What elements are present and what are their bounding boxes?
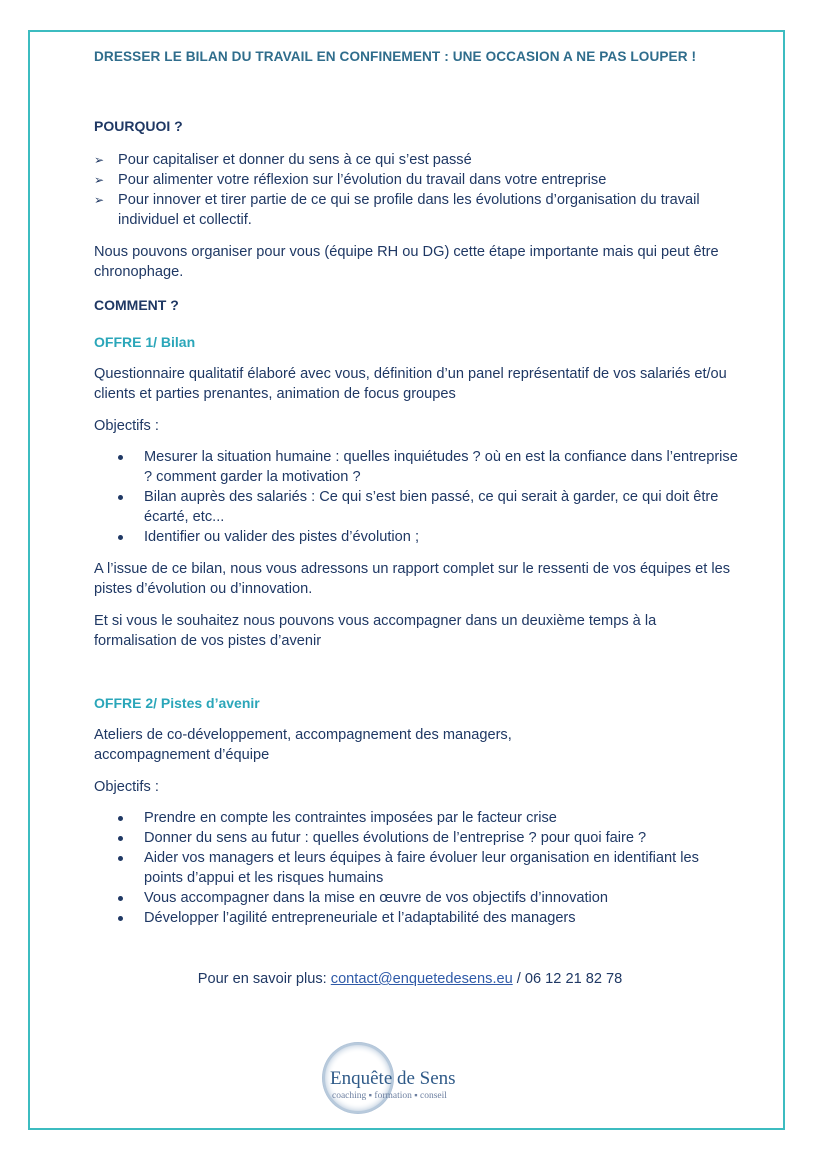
arrow-bullet-icon: ➢ [94,153,105,167]
page-title: DRESSER LE BILAN DU TRAVAIL EN CONFINEMENT : UNE OCCASION A NE PAS LOUPER ! [94,49,697,64]
list-item: Prendre en compte les contraintes imposées par le facteur crise [118,808,738,828]
list-item: Vous accompagner dans la mise en œuvre de vos objectifs d’innovation [118,888,738,908]
bullet-icon [118,836,123,841]
contact-line: Pour en savoir plus: contact@enquetedesens.eu / 06 12 21 82 78 [197,971,623,987]
bullet-icon [118,896,123,901]
logo-tagline: coaching ▪ formation ▪ conseil [332,1091,447,1101]
bullet-icon [118,856,123,861]
list-item: Aider vos managers et leurs équipes à faire évoluer leur organisation en identifiant les points d’appui et les risques humains [118,848,738,888]
offer-1-paragraph-2: Et si vous le souhaitez nous pouvons vous accompagner dans un deuxième temps à la formalisation de vos pistes d’avenir [94,613,657,649]
pourquoi-paragraph: Nous pouvons organiser pour vous (équipe RH ou DG) cette étape importante mais qui peut être chronophage. [94,244,719,280]
list-item: Mesurer la situation humaine : quelles inquiétudes ? où en est la confiance dans l’entreprise ? comment garder la motivation ? [118,447,738,487]
arrow-bullet-icon: ➢ [94,193,105,207]
enquete-de-sens-logo [318,1040,518,1116]
list-item: Développer l’agilité entrepreneuriale et l’adaptabilité des managers [118,908,738,928]
list-item: ➢ Pour innover et tirer partie de ce qui se profile dans les évolutions d’organisation du travail individuel et collectif. [94,192,700,228]
contact-email-link[interactable]: contact@enquetedesens.eu [330,971,513,987]
list-item: Donner du sens au futur : quelles évolutions de l’entreprise ? pour quoi faire ? [118,828,738,848]
pourquoi-list [94,150,734,230]
bullet-icon [118,916,123,921]
offer-2-description: Ateliers de co-développement, accompagnement des managers, accompagnement d’équipe [94,727,512,763]
offer-1-objectifs-list [118,447,738,547]
list-item: ➢ Pour alimenter votre réflexion sur l’évolution du travail dans votre entreprise [94,172,607,188]
list-item: Identifier ou valider des pistes d’évolution ; [118,527,738,547]
bullet-icon [118,816,123,821]
bullet-icon [118,535,123,540]
offer-2-objectifs-list [118,808,738,928]
offer-1-paragraph-1: A l’issue de ce bilan, nous vous adressons un rapport complet sur le ressenti de vos équipes et les pistes d’évolution ou d’innovation. [94,561,730,597]
arrow-bullet-icon: ➢ [94,173,105,187]
bullet-icon [118,455,123,460]
logo-name: Enquête de Sens [330,1068,456,1089]
offer-1-description: Questionnaire qualitatif élaboré avec vous, définition d’un panel représentatif de vos salariés et/ou clients et parties prenantes, animation de focus groupes [94,366,727,402]
offer-1-objectifs-label: Objectifs : [94,418,159,434]
list-item: ➢ Pour capitaliser et donner du sens à ce qui s’est passé [94,152,472,168]
offer-1-heading: OFFRE 1/ Bilan [94,334,196,350]
bullet-icon [118,495,123,500]
section-heading-pourquoi: POURQUOI ? [94,118,183,134]
section-heading-comment: COMMENT ? [94,297,179,313]
offer-2-objectifs-label: Objectifs : [94,779,159,795]
offer-2-heading: OFFRE 2/ Pistes d’avenir [94,695,260,711]
list-item: Bilan auprès des salariés : Ce qui s’est bien passé, ce qui serait à garder, ce qui doit être écarté, etc... [118,487,738,527]
